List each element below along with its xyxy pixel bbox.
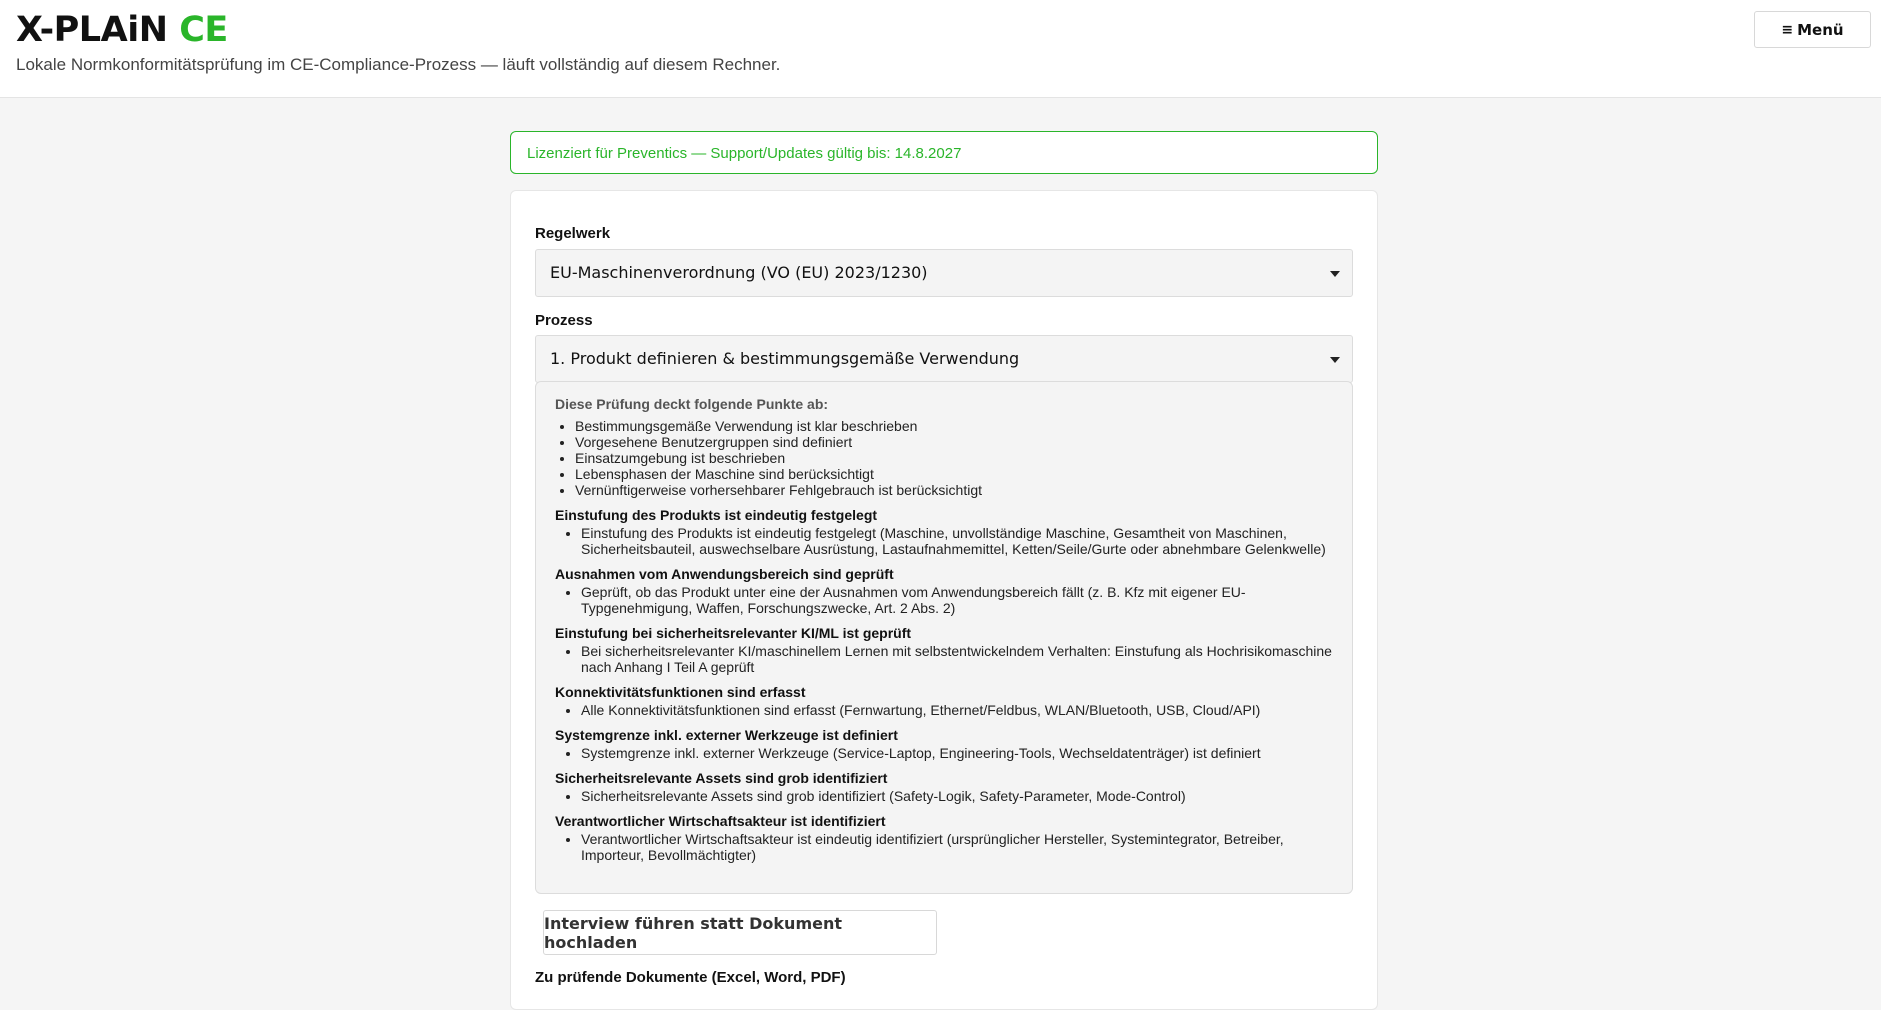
prozess-select[interactable] [535, 335, 1353, 383]
regelwerk-value: EU-Maschinenverordnung (VO (EU) 2023/1230) [550, 263, 928, 282]
list-item: • Bei sicherheitsrelevanter KI/maschinellem Lernen mit selbstentwickelndem Verhalten: Einstufung als Hochrisikomaschine nach Anhang I Teil A geprüft [581, 643, 1333, 675]
tagline: Lokale Normkonformitätsprüfung im CE-Compliance-Prozess — läuft vollständig auf diesem Rechner. [16, 55, 781, 74]
list-item: • Geprüft, ob das Produkt unter eine der Ausnahmen vom Anwendungsbereich fällt (z. B. Kfz mit eigener EU-Typgenehmigung, Waffen, Forschungszwecke, Art. 2 Abs. 2) [581, 584, 1333, 616]
regelwerk-label: Regelwerk [535, 225, 611, 242]
brand-logo [16, 10, 228, 50]
list-item: • Alle Konnektivitätsfunktionen sind erfasst (Fernwartung, Ethernet/Feldbus, WLAN/Bluetooth, USB, Cloud/API) [581, 702, 1333, 718]
list-item: • Systemgrenze inkl. externer Werkzeuge (Service-Laptop, Engineering-Tools, Wechseldatenträger) ist definiert [581, 745, 1333, 761]
menu-label: Menü [1797, 20, 1844, 39]
check-group-title: Ausnahmen vom Anwendungsbereich sind geprüft [555, 566, 894, 582]
check-group [555, 684, 1333, 718]
check-scope-intro: Diese Prüfung deckt folgende Punkte ab: [555, 396, 829, 412]
check-group [555, 507, 1333, 557]
chevron-down-icon [1330, 357, 1340, 363]
prozess-label: Prozess [535, 312, 593, 329]
chevron-down-icon [1330, 271, 1340, 277]
menu-button[interactable] [1754, 11, 1871, 48]
check-group [555, 727, 1333, 761]
app-header [0, 0, 1881, 98]
list-item: • Lebensphasen der Maschine sind berücksichtigt [575, 466, 1333, 482]
brand-main: X-PLAiN [16, 10, 168, 50]
check-group-title: Systemgrenze inkl. externer Werkzeuge ist definiert [555, 727, 898, 743]
brand-accent: CE [179, 10, 228, 50]
documents-label: Zu prüfende Dokumente (Excel, Word, PDF) [535, 969, 846, 986]
check-group [555, 625, 1333, 675]
list-item: • Sicherheitsrelevante Assets sind grob identifiziert (Safety-Logik, Safety-Parameter, Mode-Control) [581, 788, 1333, 804]
interview-button[interactable]: Interview führen statt Dokument hochladen [543, 910, 937, 955]
check-group [555, 770, 1333, 804]
check-group-title: Sicherheitsrelevante Assets sind grob identifiziert [555, 770, 888, 786]
list-item: • Verantwortlicher Wirtschaftsakteur ist eindeutig identifiziert (ursprünglicher Hersteller, Systemintegrator, Betreiber, Importeur, Bevollmächtigter) [581, 831, 1333, 863]
list-item: • Vernünftigerweise vorhersehbarer Fehlgebrauch ist berücksichtigt [575, 482, 1333, 498]
list-item: • Bestimmungsgemäße Verwendung ist klar beschrieben [575, 418, 1333, 434]
list-item: • Einsatzumgebung ist beschrieben [575, 450, 1333, 466]
regelwerk-select[interactable] [535, 249, 1353, 297]
check-group [555, 813, 1333, 863]
prozess-value: 1. Produkt definieren & bestimmungsgemäße Verwendung [550, 349, 1020, 368]
check-group-title: Konnektivitätsfunktionen sind erfasst [555, 684, 806, 700]
check-group-title: Einstufung bei sicherheitsrelevanter KI/ML ist geprüft [555, 625, 912, 641]
list-item: • Vorgesehene Benutzergruppen sind definiert [575, 434, 1333, 450]
check-form-card [510, 190, 1378, 1010]
check-group-title: Einstufung des Produkts ist eindeutig festgelegt [555, 507, 878, 523]
check-group-title: Verantwortlicher Wirtschaftsakteur ist identifiziert [555, 813, 886, 829]
license-banner: Lizenziert für Preventics — Support/Updates gültig bis: 14.8.2027 [510, 131, 1378, 174]
check-base-list [575, 418, 1333, 498]
check-group [555, 566, 1333, 616]
list-item: • Einstufung des Produkts ist eindeutig festgelegt (Maschine, unvollständige Maschine, Gesamtheit von Maschinen, Sicherheitsbauteil, auswechselbare Ausrüstung, Lastaufnahmemittel, Ketten/Seile/Gurte oder abnehmbare Gelenkwelle) [581, 525, 1333, 557]
hamburger-icon: ≡ [1781, 21, 1794, 38]
check-scope-panel [535, 381, 1353, 894]
